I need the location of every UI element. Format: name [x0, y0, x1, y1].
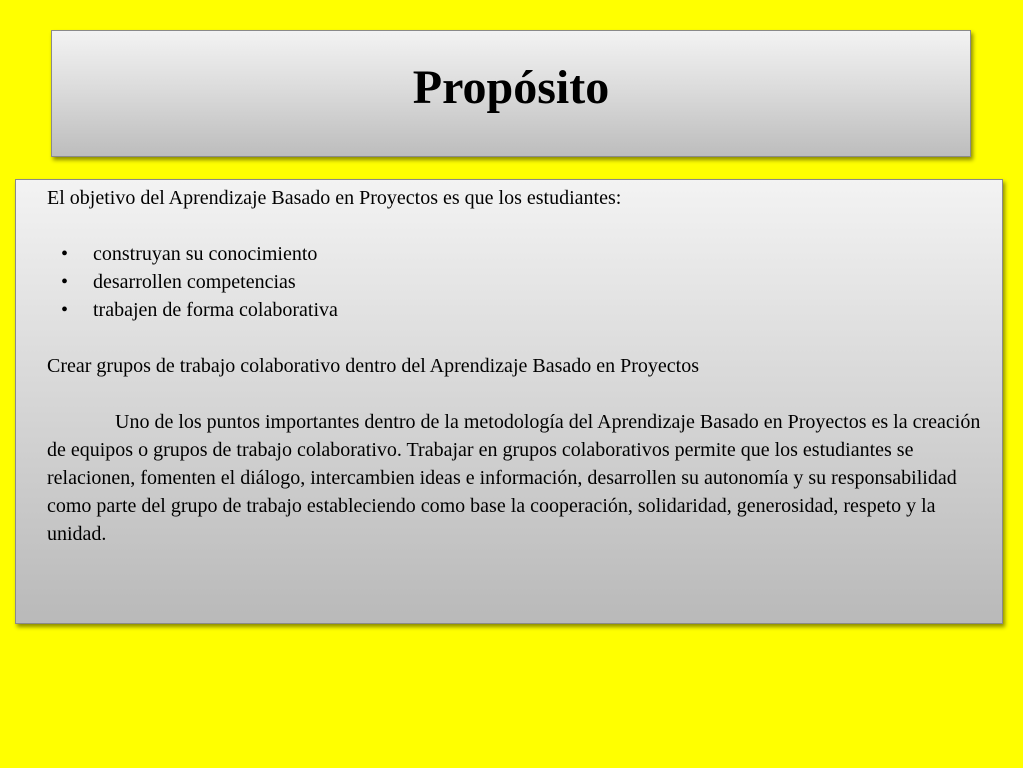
bullet-text: desarrollen competencias [93, 271, 296, 293]
bullet-list [47, 240, 990, 324]
bullet-item [47, 268, 990, 296]
intro-text: El objetivo del Aprendizaje Basado en Proyectos es que los estudiantes: [47, 187, 622, 209]
title-box [51, 30, 971, 157]
content-box [15, 179, 1003, 624]
bullet-item [47, 240, 990, 268]
bullet-icon: • [61, 299, 69, 321]
section-heading: Crear grupos de trabajo colaborativo dentro del Aprendizaje Basado en Proyectos [47, 355, 700, 377]
bullet-text: construyan su conocimiento [93, 243, 318, 265]
bullet-text: trabajen de forma colaborativa [93, 299, 338, 321]
bullet-icon: • [61, 271, 69, 293]
bullet-item [47, 296, 990, 324]
body-paragraph: Uno de los puntos importantes dentro de la metodología del Aprendizaje Basado en Proyectos es la creación de equipos o grupos de trabajo colaborativo. Trabajar en grupos colaborativos permite que los estudiantes se relacionen, fomenten el diálogo, intercambien ideas e información, desarrollen su autonomía y su responsabilidad como parte del grupo de trabajo estableciendo como base la cooperación, solidaridad, generosidad, respeto y la unidad. [47, 411, 981, 545]
slide-title: Propósito [412, 61, 610, 114]
bullet-icon: • [61, 243, 69, 265]
